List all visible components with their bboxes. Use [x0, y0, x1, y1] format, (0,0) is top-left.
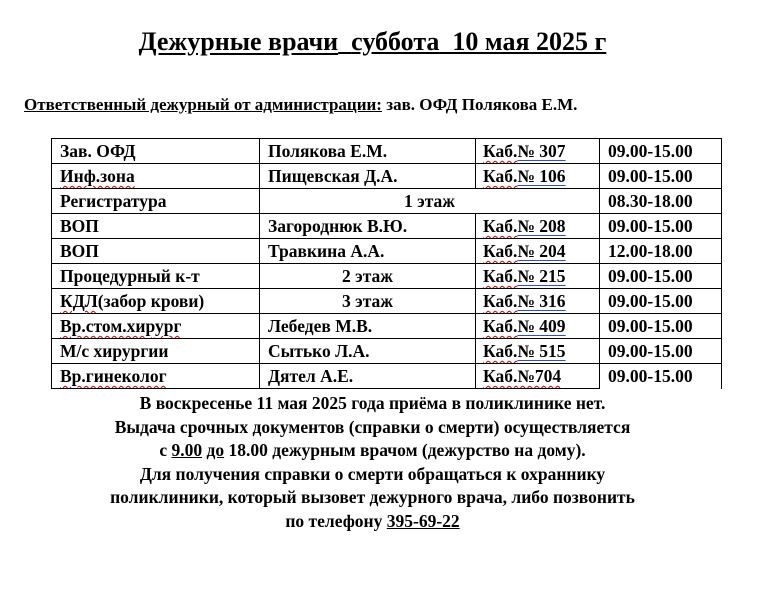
note-hours-rest: 18.00 дежурным врачом (дежурство на дому).	[224, 440, 586, 460]
room-number: № 515	[517, 341, 566, 361]
note-hours-to: до	[206, 440, 225, 460]
room-prefix: Каб.	[483, 366, 518, 386]
position-cell: Зав. ОФД	[52, 139, 260, 164]
phone-number: 395-69-22	[386, 510, 460, 531]
room-number: № 204	[517, 241, 566, 261]
room-cell	[476, 264, 600, 289]
room-number: № 307	[517, 141, 566, 161]
room-prefix: Каб.	[483, 291, 518, 311]
note-urgent-documents: Выдача срочных документов (справки о смерти) осуществляется	[114, 416, 631, 437]
table-row	[52, 214, 722, 239]
hours-cell: 09.00-15.00	[600, 364, 722, 389]
title-part-day: суббота	[351, 27, 440, 56]
room-cell	[476, 339, 600, 364]
room-prefix: Каб.	[483, 241, 518, 261]
note-phone-line	[0, 510, 745, 534]
table-row	[52, 164, 722, 189]
doctor-cell: Дятел А.Е.	[260, 364, 476, 389]
title-part-date: 10 мая 2025 г	[452, 27, 607, 56]
doctor-cell: Пищевская Д.А.	[260, 164, 476, 189]
page-title	[0, 26, 745, 58]
position-cell: Процедурный к-т	[52, 264, 260, 289]
room-cell	[476, 314, 600, 339]
position-cell	[52, 364, 260, 389]
hours-cell: 12.00-18.00	[600, 239, 722, 264]
title-gap-2	[439, 27, 452, 56]
note-duty-hours	[0, 439, 745, 463]
room-prefix: Каб.	[483, 316, 518, 336]
room-number: №704	[517, 366, 562, 386]
room-cell	[476, 164, 600, 189]
title-gap-1	[338, 27, 351, 56]
responsible-value: зав. ОФД Полякова Е.М.	[381, 95, 578, 114]
room-cell	[476, 364, 600, 389]
location-cell: 1 этаж	[260, 189, 600, 214]
doctor-cell: Загороднюк В.Ю.	[260, 214, 476, 239]
responsible-line	[24, 94, 577, 116]
table-row	[52, 189, 722, 214]
doctor-cell: Лебедев М.В.	[260, 314, 476, 339]
note-security-guard: поликлиники, который вызовет дежурного врача, либо позвонить	[110, 487, 635, 507]
doctor-cell: Травкина А.А.	[260, 239, 476, 264]
room-number: № 106	[517, 166, 566, 186]
table-row	[52, 264, 722, 289]
doctor-cell: Сытько Л.А.	[260, 339, 476, 364]
position-cell: ВОП	[52, 214, 260, 239]
hours-cell: 08.30-18.00	[600, 189, 722, 214]
room-number: № 215	[517, 266, 566, 286]
table-row	[52, 139, 722, 164]
position-cell	[52, 314, 260, 339]
room-number: № 208	[517, 216, 566, 236]
responsible-label: Ответственный дежурный от администрации:	[24, 95, 382, 114]
room-prefix: Каб.	[483, 166, 518, 186]
room-cell	[476, 214, 600, 239]
position-cell: Регистратура	[52, 189, 260, 214]
note-phone-prefix: по телефону	[285, 510, 387, 531]
hours-cell: 09.00-15.00	[600, 214, 722, 239]
position-text: Вр.гинеколог	[60, 366, 167, 386]
table-row	[52, 339, 722, 364]
room-cell	[476, 289, 600, 314]
location-cell: 3 этаж	[260, 289, 476, 314]
position-text: Вр.стом.хирург	[60, 316, 182, 336]
note-no-reception: В воскресенье 11 мая 2025 года приёма в поликлинике нет.	[139, 393, 606, 413]
hours-cell: 09.00-15.00	[600, 139, 722, 164]
position-abbrev: КДЛ	[60, 291, 98, 311]
location-cell: 2 этаж	[260, 264, 476, 289]
position-cell: М/с хирургии	[52, 339, 260, 364]
room-prefix: Каб.	[483, 341, 518, 361]
title-part-heading: Дежурные врачи	[138, 27, 339, 56]
room-prefix: Каб.	[483, 266, 518, 286]
room-cell	[476, 239, 600, 264]
notes-block	[0, 392, 745, 533]
hours-cell: 09.00-15.00	[600, 264, 722, 289]
room-prefix: Каб.	[483, 141, 518, 161]
hours-cell: 09.00-15.00	[600, 314, 722, 339]
note-death-certificate: Для получения справки о смерти обращаться к охраннику	[139, 463, 606, 484]
position-text: Инф.зона	[60, 166, 135, 186]
position-cell	[52, 289, 260, 314]
hours-cell: 09.00-15.00	[600, 339, 722, 364]
note-hours-prefix: с	[159, 440, 172, 460]
room-number: № 409	[517, 316, 566, 336]
room-cell	[476, 139, 600, 164]
room-prefix: Каб.	[483, 216, 518, 236]
duty-schedule-table	[51, 138, 722, 389]
table-row	[52, 314, 722, 339]
doctor-cell: Полякова Е.М.	[260, 139, 476, 164]
room-number: № 316	[517, 291, 566, 311]
note-hours-from: 9.00	[171, 440, 203, 460]
table-row	[52, 364, 722, 389]
position-detail: (забор крови)	[97, 291, 205, 311]
hours-cell: 09.00-15.00	[600, 164, 722, 189]
position-cell: ВОП	[52, 239, 260, 264]
table-row	[52, 239, 722, 264]
table-row	[52, 289, 722, 314]
hours-cell: 09.00-15.00	[600, 289, 722, 314]
position-cell	[52, 164, 260, 189]
